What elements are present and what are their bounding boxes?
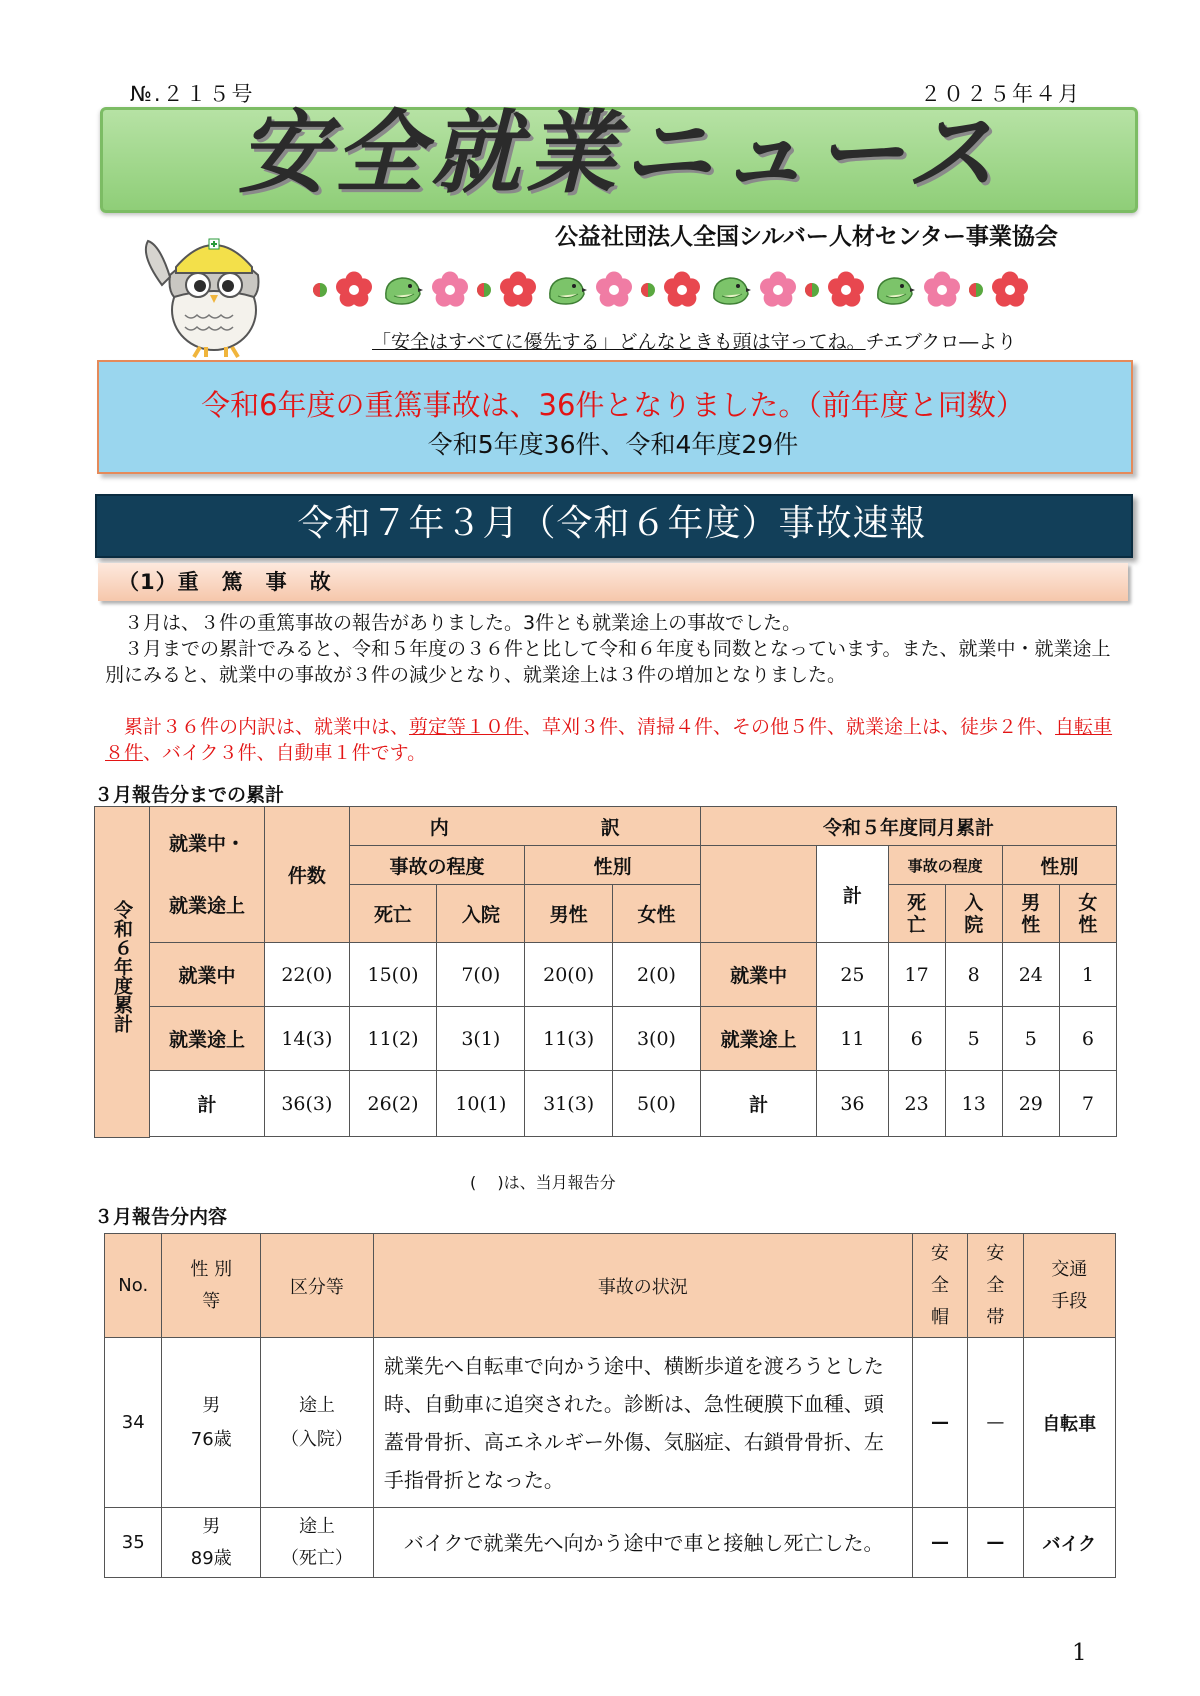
page-number: 1 — [1072, 1640, 1087, 1666]
cell-female: 2(0) — [613, 943, 701, 1007]
cell-death: 11(2) — [349, 1007, 437, 1071]
prev-total: 25 — [817, 943, 888, 1007]
fy-side-label: 令和６年度累計 — [95, 807, 150, 1138]
bush-warbler-icon — [872, 270, 916, 310]
p3-bicycle: 自転車８件 — [105, 716, 1113, 764]
prev-total: 36 — [817, 1071, 888, 1137]
leaf-dot-icon — [968, 282, 984, 298]
plum-flower-icon — [334, 270, 374, 310]
row-helmet: — — [912, 1508, 967, 1578]
row-situation: バイクで就業先へ向かう途中で車と接触し死亡した。 — [373, 1508, 912, 1578]
row-gender: 男 76歳 — [162, 1338, 261, 1508]
prev-row-label: 就業途上 — [700, 1007, 816, 1071]
row-label: 計 — [149, 1071, 264, 1137]
row-label: 就業途上 — [149, 1007, 264, 1071]
cell-hosp: 3(1) — [437, 1007, 525, 1071]
prev-female: 1 — [1059, 943, 1116, 1007]
bush-warbler-icon — [380, 270, 424, 310]
h-prev-female: 女性 — [1059, 885, 1116, 943]
row-transport: バイク — [1023, 1508, 1115, 1578]
row-transport: 自転車 — [1023, 1338, 1115, 1508]
row-no: 35 — [105, 1508, 162, 1578]
monthly-report-table — [104, 1233, 1116, 1578]
leaf-dot-icon — [312, 282, 328, 298]
cumulative-table — [94, 806, 1117, 1138]
h-category: 区分等 — [261, 1234, 374, 1338]
table1-caption: ３月報告分までの累計 — [94, 784, 285, 806]
plum-flower-icon — [498, 270, 538, 310]
p3-pruning: 剪定等１０件 — [409, 716, 524, 738]
h-transport: 交通手段 — [1023, 1234, 1115, 1338]
h-prev-year: 令和５年度同月累計 — [700, 807, 1116, 846]
cell-hosp: 10(1) — [437, 1071, 525, 1137]
h-female: 女性 — [613, 885, 701, 943]
h-helmet: 安全帽 — [912, 1234, 967, 1338]
slogan — [372, 327, 1016, 354]
bush-warbler-icon — [544, 270, 588, 310]
row-belt: — — [968, 1338, 1023, 1508]
h-prev-gender: 性別 — [1002, 846, 1116, 885]
cell-death: 26(2) — [349, 1071, 437, 1137]
h-degree: 事故の程度 — [349, 846, 525, 885]
cell-death: 15(0) — [349, 943, 437, 1007]
h-situation: 事故の状況 — [373, 1234, 912, 1338]
slogan-from: チエブクロ―より — [865, 331, 1017, 353]
prev-female: 6 — [1059, 1007, 1116, 1071]
h-hosp: 入院 — [437, 885, 525, 943]
row-belt: — — [968, 1508, 1023, 1578]
cell-female: 5(0) — [613, 1071, 701, 1137]
h-count: 件数 — [265, 807, 350, 943]
section-title: （1）重 篤 事 故 — [118, 570, 332, 594]
row-helmet: — — [912, 1338, 967, 1508]
row-category: 途上 （入院） — [261, 1338, 374, 1508]
prev-death: 17 — [888, 943, 945, 1007]
prev-male: 5 — [1002, 1007, 1059, 1071]
h-prev-total: 計 — [817, 846, 888, 943]
h-gender: 性 別 等 — [162, 1234, 261, 1338]
notice-headline: 令和6年度の重篤事故は、36件となりました。（前年度と同数） — [201, 388, 1025, 422]
slogan-main: 「安全はすべてに優先する」どんなときも頭は守ってね。 — [372, 331, 866, 353]
h-belt: 安全帯 — [968, 1234, 1023, 1338]
row-gender: 男 89歳 — [162, 1508, 261, 1578]
paragraph-2 — [105, 636, 1120, 688]
h-prev-degree: 事故の程度 — [888, 846, 1002, 885]
paragraph-1-text: ３月は、３件の重篤事故の報告がありました。3件とも就業途上の事故でした。 — [124, 612, 802, 634]
page-title: 安全就業ニュース — [238, 101, 1002, 206]
plum-flower-icon — [922, 270, 962, 310]
prev-hosp: 5 — [945, 1007, 1002, 1071]
h-prev-death: 死亡 — [888, 885, 945, 943]
plum-flower-icon — [990, 270, 1030, 310]
row-situation: 就業先へ自転車で向かう途中、横断歩道を渡ろうとした時、自動車に追突された。診断は、急性硬膜下血種、頭蓋骨骨折、高エネルギー外傷、気脳症、右鎖骨骨折、左手指骨折となった。 — [373, 1338, 912, 1508]
cell-male: 11(3) — [525, 1007, 613, 1071]
cell-hosp: 7(0) — [437, 943, 525, 1007]
report-title: 令和７年３月（令和６年度）事故速報 — [297, 503, 927, 544]
prev-total: 11 — [817, 1007, 888, 1071]
prev-death: 6 — [888, 1007, 945, 1071]
prev-hosp: 8 — [945, 943, 1002, 1007]
row-category: 途上 （死亡） — [261, 1508, 374, 1578]
owl-mascot-icon — [130, 215, 290, 365]
prev-male: 24 — [1002, 943, 1059, 1007]
p3-part-e: 、バイク３件、自動車１件です。 — [143, 742, 427, 764]
prev-male: 29 — [1002, 1071, 1059, 1137]
paragraph-2-text: ３月までの累計でみると、令和５年度の３６件と比して令和６年度も同数となっています。また、就業中・就業途上別にみると、就業中の事故が３件の減少となり、就業途上は３件の増加となりました。 — [105, 638, 1111, 686]
h-category: 就業中・就業途上 — [149, 807, 264, 943]
h-prev-male: 男性 — [1002, 885, 1059, 943]
row-label: 就業中 — [149, 943, 264, 1007]
table2-caption: ３月報告分内容 — [94, 1206, 228, 1228]
h-male: 男性 — [525, 885, 613, 943]
issue-date: ２０２５年４月 — [920, 82, 1081, 106]
paragraph-3 — [105, 714, 1120, 766]
plum-flower-icon — [758, 270, 798, 310]
leaf-dot-icon — [640, 282, 656, 298]
plum-flower-icon — [430, 270, 470, 310]
leaf-dot-icon — [476, 282, 492, 298]
issue-number: №.２１５号 — [130, 82, 255, 106]
h-prev-blank — [700, 846, 816, 943]
prev-female: 7 — [1059, 1071, 1116, 1137]
organization-name: 公益社団法人全国シルバー人材センター事業協会 — [555, 224, 1058, 250]
cell-count: 14(3) — [265, 1007, 350, 1071]
bush-warbler-icon — [708, 270, 752, 310]
paragraph-1 — [105, 610, 1120, 636]
plum-flower-icon — [826, 270, 866, 310]
decoration-row — [312, 265, 1132, 315]
h-no: No. — [105, 1234, 162, 1338]
cell-count: 22(0) — [265, 943, 350, 1007]
leaf-dot-icon — [804, 282, 820, 298]
cell-count: 36(3) — [265, 1071, 350, 1137]
plum-flower-icon — [594, 270, 634, 310]
prev-row-label: 就業中 — [700, 943, 816, 1007]
p3-part-c: 、草刈３件、清掃４件、その他５件、就業途上は、徒歩２件、 — [523, 716, 1056, 738]
h-breakdown: 内 訳 — [349, 807, 700, 846]
prev-hosp: 13 — [945, 1071, 1002, 1137]
plum-flower-icon — [662, 270, 702, 310]
prev-row-label: 計 — [700, 1071, 816, 1137]
p3-part-a: 累計３６件の内訳は、就業中は、 — [124, 716, 410, 738]
row-no: 34 — [105, 1338, 162, 1508]
prev-death: 23 — [888, 1071, 945, 1137]
h-death: 死亡 — [349, 885, 437, 943]
cell-male: 20(0) — [525, 943, 613, 1007]
notice-subline: 令和5年度36件、令和4年度29件 — [427, 430, 799, 459]
cell-female: 3(0) — [613, 1007, 701, 1071]
h-prev-hosp: 入院 — [945, 885, 1002, 943]
cell-male: 31(3) — [525, 1071, 613, 1137]
h-gender: 性別 — [525, 846, 701, 885]
table1-note: ( )は、当月報告分 — [470, 1173, 616, 1192]
